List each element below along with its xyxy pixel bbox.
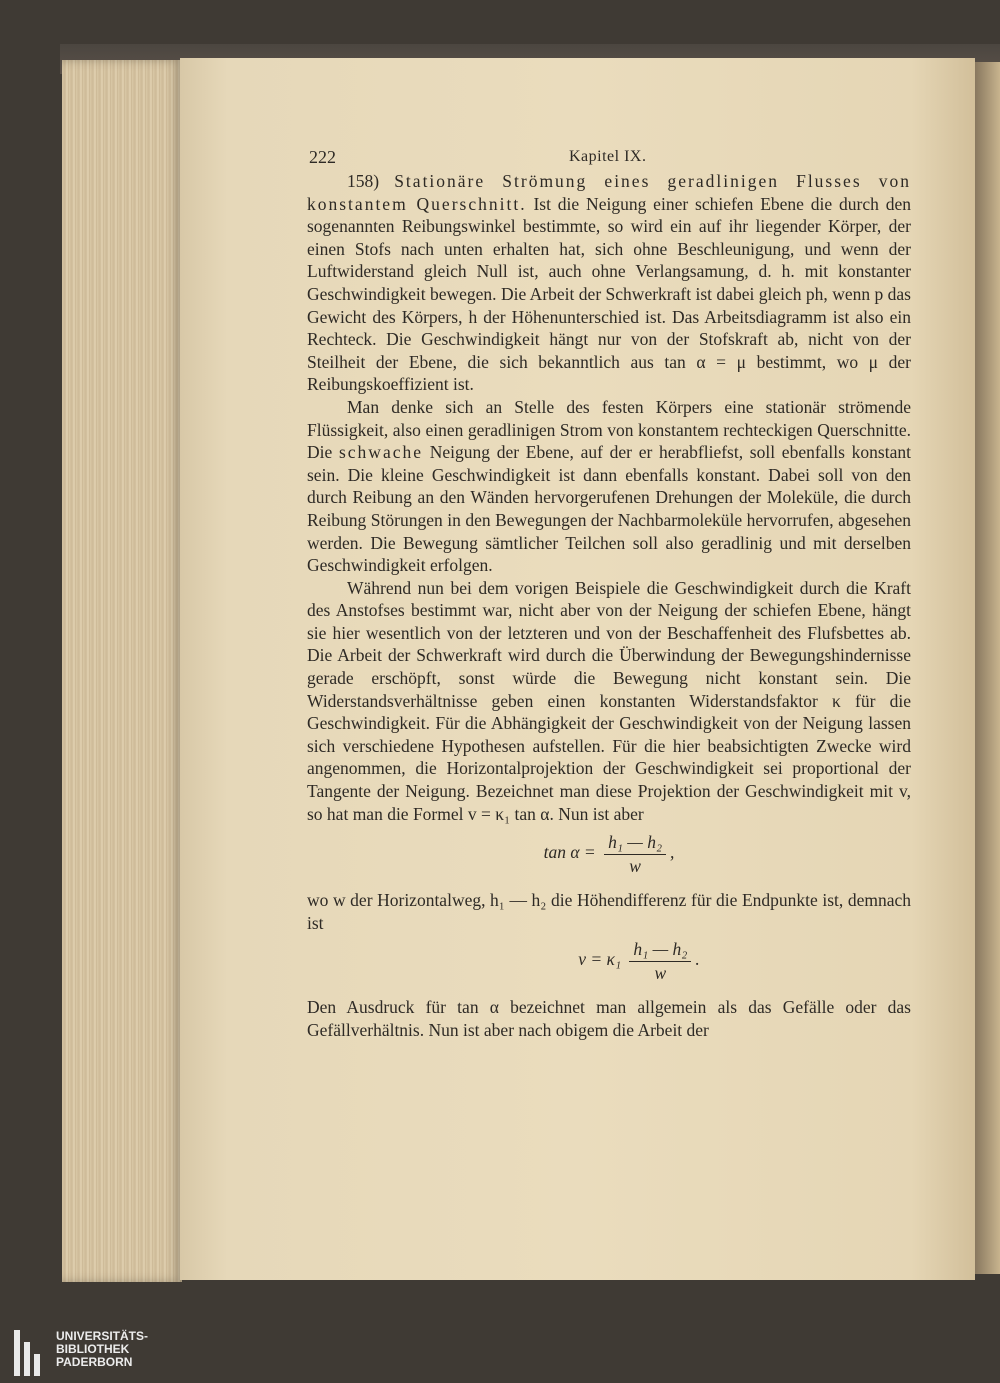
paragraph-4: wo w der Horizontalweg, h₁ — h₂ die Höhendifferenz für die Endpunkte ist, demnach ist <box>307 890 911 933</box>
formula-1-lhs: tan α = <box>543 842 596 863</box>
library-logo-text <box>56 1330 148 1369</box>
logo-line-1: UNIVERSITÄTS- <box>56 1329 149 1343</box>
paragraph-1-text: Ist die Neigung einer schiefen Ebene die durch den sogenannten Reibungswinkel bestimmte, so wird ein auf ihr liegender Körper, der einen Stofs nach unten erhalten hat, sich ohne Beschleunigung, und wenn der Luftwiderstand gleich Null ist, auch ohne Verlangsamung, d. h. mit konstanter Geschwindigkeit bewegen. Die Arbeit der Schwerkraft ist dabei gleich ph, wenn p das Gewicht des Körpers, h der Höhenunterschied ist. Das Arbeitsdiagramm ist also ein Rechteck. Die Geschwindigkeit hängt nur von der Stofskraft ab, nicht von der Steilheit der Ebene, die sich bekanntlich aus tan α = μ bestimmt, wo μ der Reibungskoeffizient ist. <box>307 193 912 395</box>
formula-tan-alpha <box>307 831 911 881</box>
library-logo-icon <box>14 1330 50 1376</box>
formula-velocity <box>367 938 911 988</box>
paragraph-2-text-a: Man denke sich an Stelle des festen Körpers eine stationär strömende Flüssigkeit, also einen geradlinigen Strom von konstantem rechteckigen Querschnitte. Die <box>307 396 911 463</box>
paragraph-2-text-b: Neigung der Ebene, auf der er herabfliefst, soll ebenfalls konstant sein. Die kleine Geschwindigkeit ist dann ebenfalls konstant. Dabei soll von den durch Reibung an den Wänden hervorgerufenen Drehungen der Moleküle, die durch Reibung Störungen in den Bewegungen der Nachbarmoleküle hervorrufen, abgesehen werden. Die Bewegung sämtlicher Teilchen soll also geradlinig und mit derselben Geschwindigkeit erfolgen. <box>307 442 911 576</box>
paragraph-3: Während nun bei dem vorigen Beispiele die Geschwindigkeit durch die Kraft des Anstofses bestimmt war, nicht aber von der Neigung der schiefen Ebene, hängt sie hier wesentlich von der letzteren und von der Beschaffenheit des Flufsbettes ab. Die Arbeit der Schwerkraft wird durch die Überwindung der Bewegungshindernisse gerade erschöpft, sonst würde die Bewegung nicht konstant sein. Die Widerstandsverhältnisse geben einen konstanten Widerstandsfaktor κ für die Geschwindigkeit. Für die Abhängigkeit der Geschwindigkeit von der Neigung lassen sich verschiedene Hypothesen aufstellen. Für die hier beabsichtigten Zwecke wird angenommen, die Horizontalprojektion der Geschwindigkeit sei proportional der Tangente der Neigung. Bezeichnet man diese Projektion der Geschwindigkeit mit v, so hat man die Formel v = κ₁ tan α. Nun ist aber <box>307 577 911 824</box>
logo-line-3: PADERBORN <box>56 1355 133 1369</box>
logo-line-2: BIBLIOTHEK <box>56 1342 130 1356</box>
section-number: 158) <box>347 171 395 191</box>
paragraph-2 <box>307 396 911 577</box>
page-number: 222 <box>309 147 336 167</box>
formula-1-denominator: w <box>629 855 641 876</box>
formula-2-tail: . <box>695 949 700 970</box>
emphasis-schwache: schwache <box>338 442 424 463</box>
formula-1-tail: , <box>670 842 675 863</box>
running-header <box>307 130 911 170</box>
library-logo <box>14 1330 148 1376</box>
formula-1-fraction <box>604 831 666 877</box>
formula-2-lhs: v = κ₁ <box>578 949 622 970</box>
page-edges <box>62 60 182 1282</box>
formula-1-numerator: h₁ — h₂ <box>604 831 666 855</box>
section-heading: Stationäre Strömung eines geradlinigen Flusses von konstantem Querschnitt. <box>307 171 912 214</box>
chapter-title: Kapitel IX. <box>569 148 647 165</box>
formula-2-numerator: h₁ — h₂ <box>629 938 691 962</box>
page-text <box>307 130 911 1042</box>
formula-2-denominator: w <box>654 963 667 983</box>
paragraph-1 <box>307 170 911 396</box>
formula-2-fraction <box>629 938 691 984</box>
paragraph-5: Den Ausdruck für tan α bezeichnet man allgemein als das Gefälle oder das Gefällverhältnis. Nun ist aber nach obigem die Arbeit der <box>307 997 911 1040</box>
